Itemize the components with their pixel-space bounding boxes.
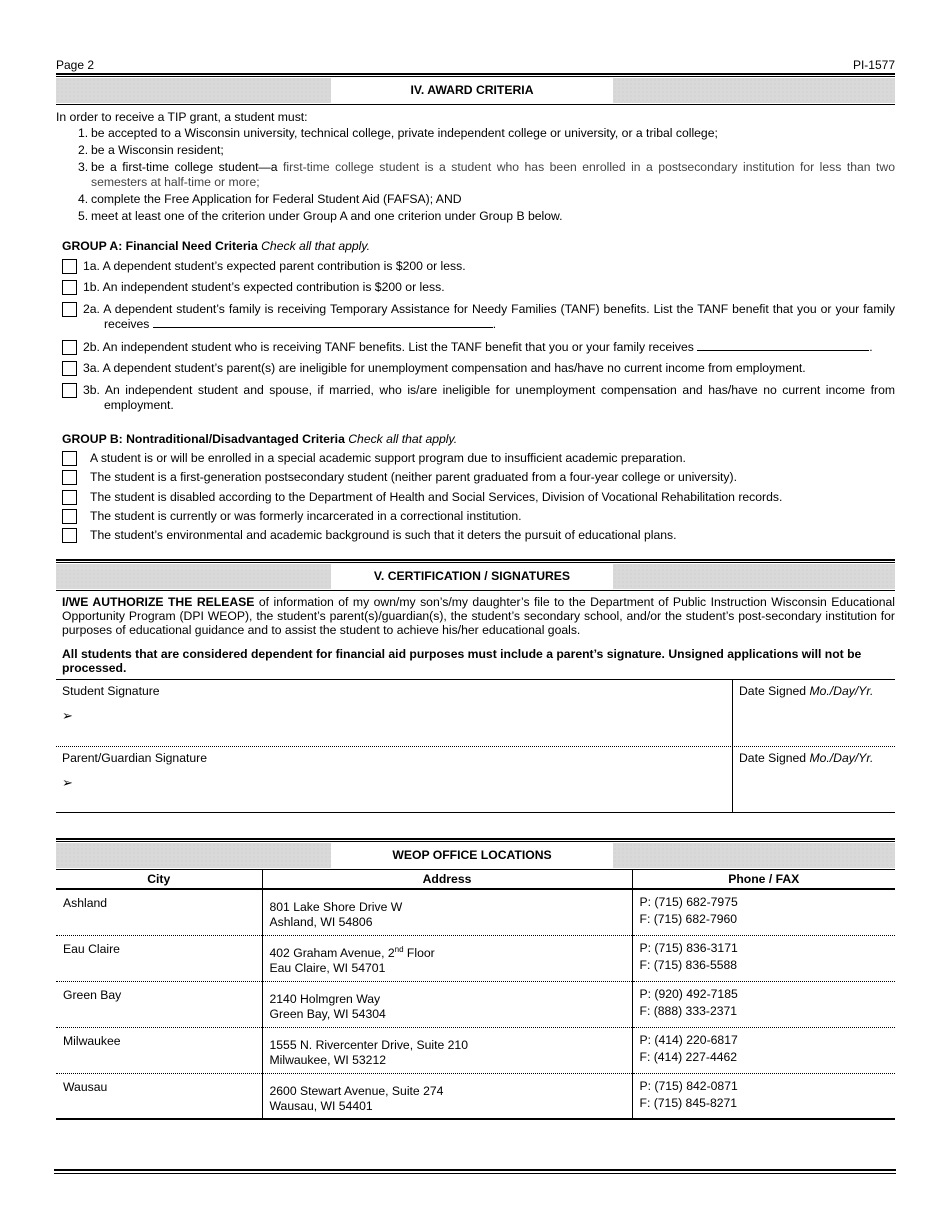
checkbox[interactable] [62,509,77,524]
checkbox[interactable] [62,280,77,295]
student-signature-label: Student Signature [62,684,160,698]
office-phone-fax: P: (715) 842-0871 F: (715) 845-8271 [632,1073,895,1119]
release-authorization: I/WE AUTHORIZE THE RELEASE of information of my own/my son’s/my daughter’s file to the Department of Public Instruction Wisconsin Educational Opportunity Program (DPI WEOP), the student’s parent(s)/guardian(s), the student’s secondary school, and/or the student’s post-secondary institution for purposes of educational guidance and to assist the student to achieve his/her educational goals. [62,595,895,637]
table-row [56,1073,895,1119]
office-locations-table [56,870,895,1120]
column-header-city: City [56,870,262,889]
award-intro: In order to receive a TIP grant, a student must: [56,110,308,124]
office-phone-fax: P: (715) 836-3171 F: (715) 836-5588 [632,935,895,981]
office-address: 801 Lake Shore Drive W Ashland, WI 54806 [262,889,632,935]
student-date-label[interactable]: Date Signed Mo./Day/Yr. [739,684,874,698]
checkbox[interactable] [62,470,77,485]
checkbox[interactable] [62,528,77,543]
page-header [56,58,895,72]
certification-band [56,561,895,589]
student-signature-box[interactable] [56,679,895,746]
office-address: 1555 N. Rivercenter Drive, Suite 210 Milwaukee, WI 53212 [262,1027,632,1073]
parent-date-label[interactable]: Date Signed Mo./Day/Yr. [739,751,874,765]
list-item: 2. be a Wisconsin resident; [78,143,224,157]
parent-signature-box[interactable] [56,746,895,813]
tanf-benefit-field-2b[interactable] [697,340,869,351]
checkbox[interactable] [62,340,77,355]
signature-warning: All students that are considered dependent for financial aid purposes must include a parent’s signature. Unsigned applications will not be processed. [62,647,862,675]
list-item: 3. be a first-time college student—a first-time college student is a student who has been enrolled in a postsecondary institution for less than two semesters at half-time or more; [78,160,895,189]
checkbox[interactable] [62,361,77,376]
tanf-benefit-field-2a[interactable] [153,317,493,328]
checkbox[interactable] [62,490,77,505]
office-phone-fax: P: (715) 682-7975 F: (715) 682-7960 [632,889,895,935]
office-locations-heading: WEOP OFFICE LOCATIONS [392,848,552,862]
parent-signature-label: Parent/Guardian Signature [62,751,207,765]
office-city: Green Bay [56,981,262,1027]
checkbox[interactable] [62,259,77,274]
list-item: 5. meet at least one of the criterion under Group A and one criterion under Group B below. [78,209,563,223]
table-row [56,889,895,935]
group-a-title: GROUP A: Financial Need Criteria Check all that apply. [62,239,370,253]
table-row [56,981,895,1027]
office-address: 402 Graham Avenue, 2nd Floor Eau Claire, WI 54701 [262,935,632,981]
certification-heading: V. CERTIFICATION / SIGNATURES [373,569,571,583]
form-id: PI-1577 [852,58,895,72]
office-address: 2600 Stewart Avenue, Suite 274 Wausau, WI 54401 [262,1073,632,1119]
award-criteria-heading: IV. AWARD CRITERIA [410,83,534,97]
office-phone-fax: P: (414) 220-6817 F: (414) 227-4462 [632,1027,895,1073]
office-city: Ashland [56,889,262,935]
table-header-row [56,870,895,889]
office-city: Eau Claire [56,935,262,981]
list-item: 4. complete the Free Application for Federal Student Aid (FAFSA); AND [78,192,462,206]
award-criteria-band [56,75,895,103]
page-number: Page 2 [56,58,95,72]
requirements-list [78,126,895,226]
column-header-phone: Phone / FAX [632,870,895,889]
checkbox[interactable] [62,302,77,317]
column-header-address: Address [262,870,632,889]
office-city: Wausau [56,1073,262,1119]
table-row [56,1027,895,1073]
checkbox[interactable] [62,383,77,398]
office-locations-band [56,840,895,868]
office-address: 2140 Holmgren Way Green Bay, WI 54304 [262,981,632,1027]
list-item: 1. be accepted to a Wisconsin university, technical college, private independent college or university, or a tribal college; [78,126,718,140]
arrow-icon: ➢ [62,708,73,723]
checkbox[interactable] [62,451,77,466]
table-row [56,935,895,981]
office-city: Milwaukee [56,1027,262,1073]
office-phone-fax: P: (920) 492-7185 F: (888) 333-2371 [632,981,895,1027]
group-b-title: GROUP B: Nontraditional/Disadvantaged Criteria Check all that apply. [62,432,458,446]
arrow-icon: ➢ [62,775,73,790]
footer-rule [54,1169,896,1171]
